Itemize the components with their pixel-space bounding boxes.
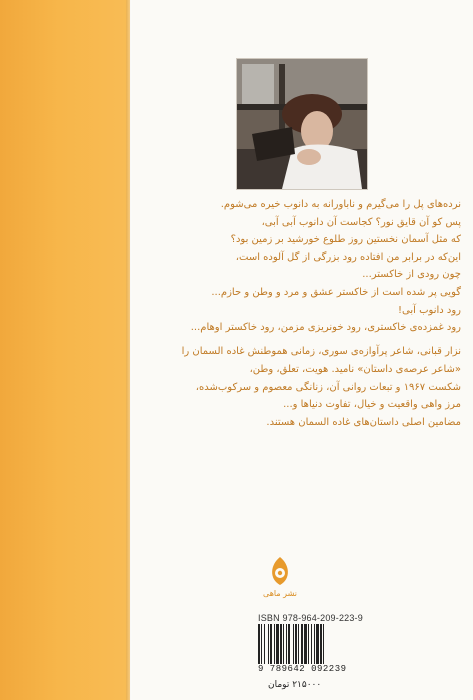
description-line: مرز واهی واقعیت و خیال، تفاوت دنیاها و... bbox=[283, 399, 461, 411]
poem-line: که مثل آسمان نخستین روز طلوع خورشید بر زمین بود؟ bbox=[230, 234, 461, 246]
poem-line: رود غمزده‌ی خاکستری، رود خونریزی مزمن، رود خاکستر اوهام... bbox=[190, 322, 461, 334]
publisher-logo bbox=[265, 555, 295, 605]
publisher-name: نشر ماهی bbox=[263, 589, 297, 598]
barcode-gap bbox=[324, 624, 326, 664]
barcode bbox=[258, 624, 368, 666]
poem-line: چون رودی از خاکستر... bbox=[362, 269, 461, 281]
poem-line: گویی پر شده است از خاکستر عشق و مرد و وطن و حازم... bbox=[211, 286, 461, 298]
poem-excerpt bbox=[141, 196, 461, 337]
spine-edge bbox=[126, 0, 132, 700]
description-line: نزار قبانی، شاعر پرآوازه‌ی سوری، زمانی هموطنش غاده السمان را bbox=[181, 346, 461, 357]
book-description bbox=[141, 343, 461, 432]
price-label: ۲۱۵۰۰۰ تومان bbox=[268, 680, 322, 690]
isbn-label: ISBN 978-964-209-223-9 bbox=[258, 613, 363, 623]
poem-line: رود دانوب آبی! bbox=[398, 304, 461, 316]
barcode-digits: 9 789642 092239 bbox=[258, 664, 347, 674]
poem-line: نرده‌های پل را می‌گیرم و ناباورانه به دانوب خیره می‌شوم. bbox=[220, 199, 461, 210]
author-photo bbox=[236, 58, 368, 190]
description-line: شکست ۱۹۶۷ و تبعات روانی آن، زنانگی معصوم و سرکوب‌شده، bbox=[195, 381, 461, 393]
book-spine bbox=[0, 0, 130, 700]
poem-line: این‌که در برابر من افتاده رود بزرگی از گل آلوده است، bbox=[235, 251, 461, 263]
description-line: «شاعر عرصه‌ی داستان» نامید. هویت، تعلق، وطن، bbox=[249, 363, 461, 375]
poem-line: پس کو آن قایق نور؟ کجاست آن دانوب آبی آبی، bbox=[261, 216, 461, 228]
description-line: مضامین اصلی داستان‌های غاده السمان هستند. bbox=[266, 417, 461, 429]
